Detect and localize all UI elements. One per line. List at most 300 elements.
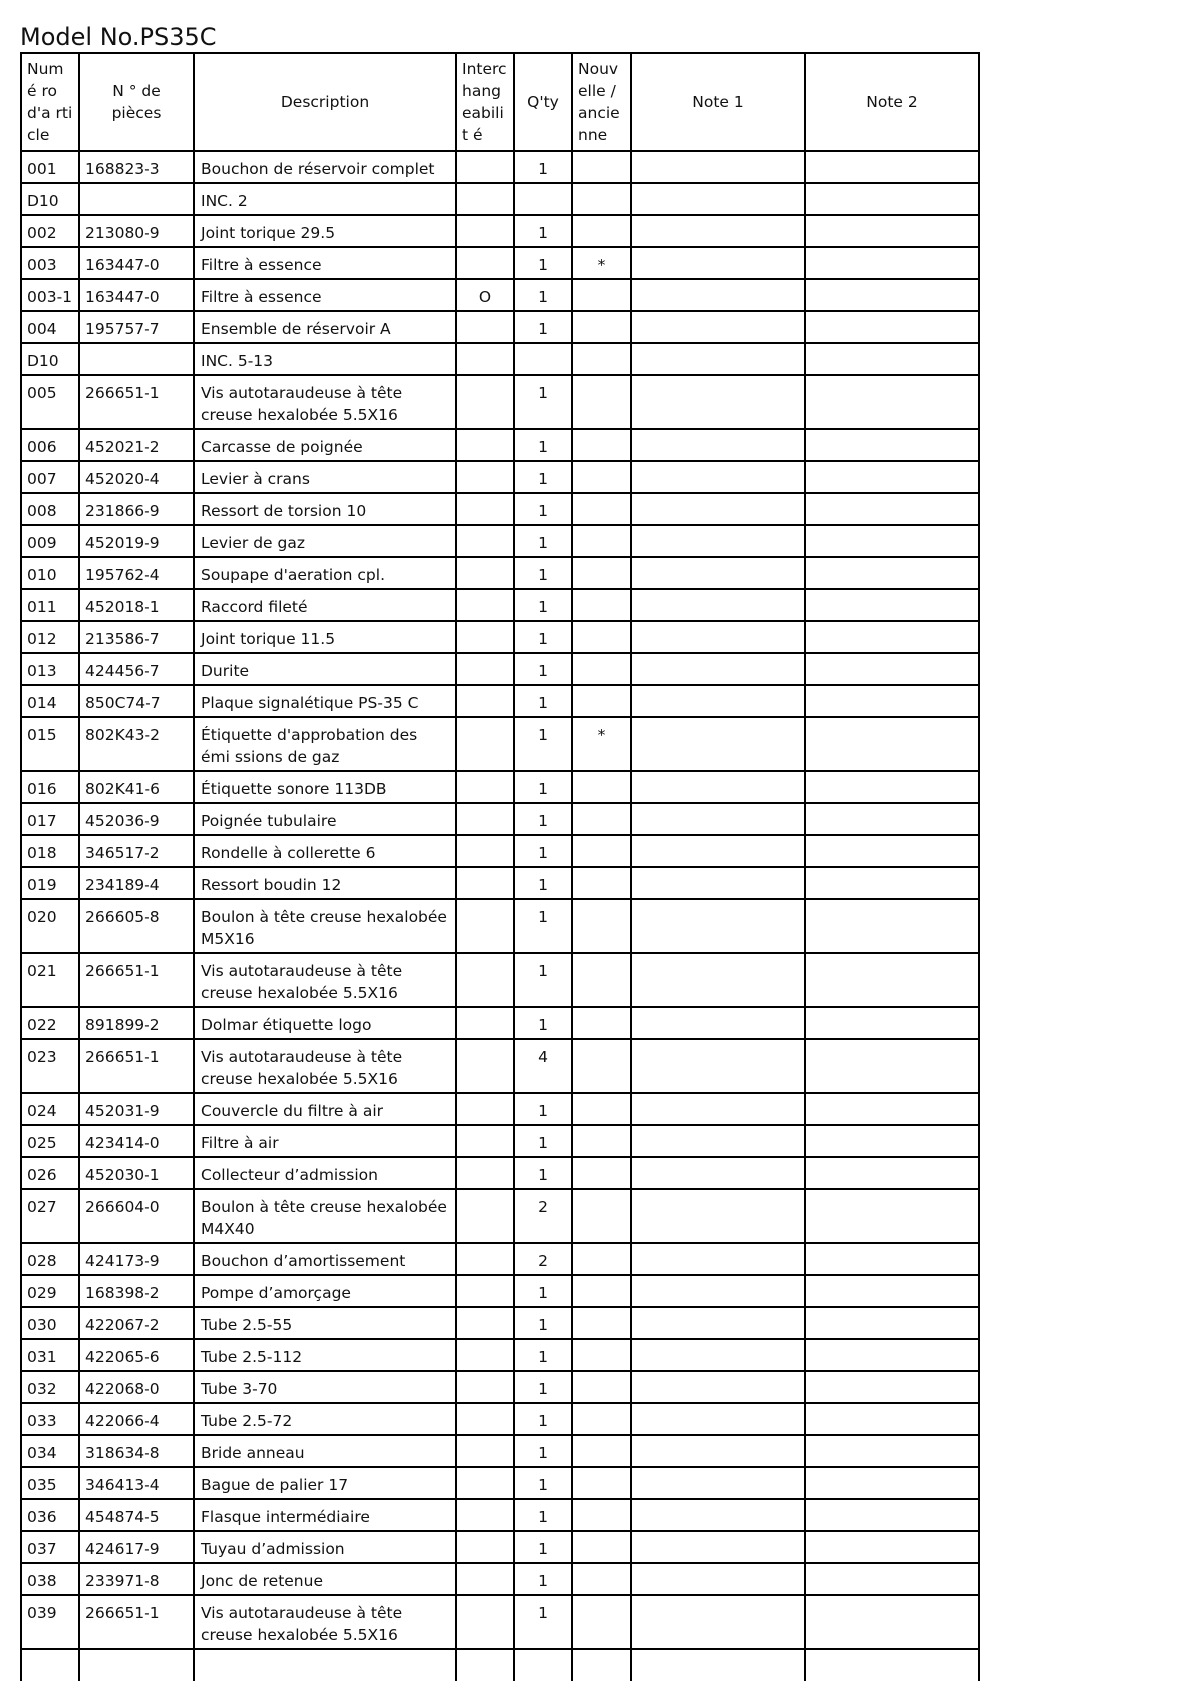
cell-new-old [572,1243,631,1275]
cell-note-1 [631,215,805,247]
cell-description: Tube 2.5-55 [194,1307,456,1339]
cell-part-no: 424173-9 [79,1243,194,1275]
cell-interchangeability [456,1435,514,1467]
cell-description: Boulon à tête creuse hexalobée M4X40 [194,1189,456,1243]
cell-note-1 [631,247,805,279]
cell-note-1 [631,279,805,311]
cell-note-2 [805,493,979,525]
cell-empty [21,1649,79,1681]
cell-qty: 1 [514,429,572,461]
cell-part-no: 266651-1 [79,1595,194,1649]
cell-note-2 [805,215,979,247]
cell-note-2 [805,653,979,685]
cell-new-old [572,835,631,867]
cell-new-old [572,1275,631,1307]
cell-note-2 [805,589,979,621]
cell-note-2 [805,343,979,375]
cell-item-no: 023 [21,1039,79,1093]
cell-qty: 1 [514,1371,572,1403]
cell-item-no: 029 [21,1275,79,1307]
cell-empty [631,1649,805,1681]
cell-note-2 [805,1093,979,1125]
table-row [21,653,979,685]
header-row [21,53,979,151]
cell-note-2 [805,1563,979,1595]
cell-interchangeability [456,953,514,1007]
cell-qty: 1 [514,247,572,279]
table-row [21,493,979,525]
cell-qty: 1 [514,557,572,589]
cell-qty [514,183,572,215]
cell-new-old [572,1435,631,1467]
cell-item-no: 035 [21,1467,79,1499]
cell-interchangeability [456,461,514,493]
cell-interchangeability [456,1403,514,1435]
cell-note-1 [631,375,805,429]
cell-part-no: 452018-1 [79,589,194,621]
cell-note-2 [805,899,979,953]
cell-note-2 [805,1275,979,1307]
cell-note-1 [631,493,805,525]
cell-description: Soupape d'aeration cpl. [194,557,456,589]
cell-qty: 1 [514,621,572,653]
cell-item-no: D10 [21,343,79,375]
cell-part-no: 452021-2 [79,429,194,461]
cell-new-old [572,1403,631,1435]
cell-part-no: 266651-1 [79,375,194,429]
cell-part-no: 452020-4 [79,461,194,493]
table-row [21,375,979,429]
cell-new-old [572,375,631,429]
cell-item-no: 036 [21,1499,79,1531]
cell-note-2 [805,803,979,835]
cell-interchangeability [456,1467,514,1499]
cell-note-1 [631,183,805,215]
cell-interchangeability: O [456,279,514,311]
cell-qty [514,343,572,375]
cell-new-old [572,653,631,685]
cell-interchangeability [456,867,514,899]
cell-qty: 1 [514,589,572,621]
cell-note-1 [631,653,805,685]
model-title: Model No.PS35C [20,23,217,51]
cell-qty: 1 [514,771,572,803]
cell-qty: 1 [514,279,572,311]
cell-interchangeability [456,151,514,183]
cell-interchangeability [456,1039,514,1093]
cell-item-no: D10 [21,183,79,215]
cell-part-no: 422068-0 [79,1371,194,1403]
cell-qty: 1 [514,1467,572,1499]
cell-description: Flasque intermédiaire [194,1499,456,1531]
cell-qty: 2 [514,1189,572,1243]
cell-note-1 [631,1189,805,1243]
cell-interchangeability [456,493,514,525]
cell-note-1 [631,685,805,717]
cell-note-1 [631,1467,805,1499]
cell-note-1 [631,311,805,343]
cell-item-no: 032 [21,1371,79,1403]
cell-new-old [572,867,631,899]
cell-new-old [572,1039,631,1093]
cell-note-1 [631,717,805,771]
cell-item-no: 028 [21,1243,79,1275]
header-part-no: N ° de pièces [79,53,194,151]
table-row [21,1307,979,1339]
cell-item-no: 002 [21,215,79,247]
cell-new-old: * [572,717,631,771]
cell-part-no [79,343,194,375]
cell-note-1 [631,589,805,621]
cell-new-old [572,1467,631,1499]
cell-new-old [572,589,631,621]
cell-note-1 [631,1039,805,1093]
table-row [21,685,979,717]
cell-qty: 4 [514,1039,572,1093]
cell-new-old [572,183,631,215]
cell-empty [805,1649,979,1681]
cell-part-no: 168823-3 [79,151,194,183]
cell-description: Ressort boudin 12 [194,867,456,899]
header-note-2: Note 2 [805,53,979,151]
cell-qty: 1 [514,685,572,717]
cell-note-1 [631,1595,805,1649]
table-row [21,621,979,653]
cell-part-no: 422065-6 [79,1339,194,1371]
cell-note-1 [631,1435,805,1467]
cell-qty: 1 [514,1403,572,1435]
cell-description: Raccord fileté [194,589,456,621]
cell-interchangeability [456,1371,514,1403]
parts-table [20,52,980,1681]
cell-part-no: 452036-9 [79,803,194,835]
cell-interchangeability [456,835,514,867]
cell-new-old [572,557,631,589]
cell-qty: 1 [514,1339,572,1371]
table-row [21,1125,979,1157]
cell-note-1 [631,1531,805,1563]
cell-note-1 [631,1307,805,1339]
cell-description: Tuyau d’admission [194,1531,456,1563]
cell-new-old [572,1595,631,1649]
cell-note-2 [805,1435,979,1467]
cell-note-2 [805,375,979,429]
cell-description: INC. 5-13 [194,343,456,375]
cell-qty: 1 [514,1435,572,1467]
cell-qty: 1 [514,653,572,685]
table-row [21,557,979,589]
cell-description: Vis autotaraudeuse à tête creuse hexalobée 5.5X16 [194,953,456,1007]
cell-qty: 1 [514,717,572,771]
cell-description: Durite [194,653,456,685]
cell-description: Bouchon de réservoir complet [194,151,456,183]
header-item-no: Numé ro d'a rticle [21,53,79,151]
cell-qty: 1 [514,375,572,429]
cell-description: Vis autotaraudeuse à tête creuse hexalobée 5.5X16 [194,1039,456,1093]
cell-note-2 [805,717,979,771]
cell-note-1 [631,621,805,653]
cell-note-2 [805,429,979,461]
cell-empty [572,1649,631,1681]
cell-new-old [572,343,631,375]
cell-description: Collecteur d’admission [194,1157,456,1189]
table-row [21,1403,979,1435]
cell-new-old [572,1007,631,1039]
cell-note-2 [805,1007,979,1039]
cell-interchangeability [456,247,514,279]
table-row [21,247,979,279]
cell-note-1 [631,771,805,803]
cell-item-no: 026 [21,1157,79,1189]
cell-note-2 [805,461,979,493]
cell-note-1 [631,461,805,493]
cell-note-1 [631,343,805,375]
cell-part-no: 231866-9 [79,493,194,525]
cell-qty: 1 [514,493,572,525]
table-row [21,1093,979,1125]
cell-item-no: 020 [21,899,79,953]
cell-interchangeability [456,771,514,803]
table-row [21,867,979,899]
cell-new-old [572,151,631,183]
cell-note-2 [805,247,979,279]
cell-item-no: 014 [21,685,79,717]
cell-part-no: 424456-7 [79,653,194,685]
cell-note-2 [805,1403,979,1435]
table-row [21,1499,979,1531]
table-row [21,899,979,953]
table-row [21,1007,979,1039]
cell-description: INC. 2 [194,183,456,215]
cell-part-no: 266651-1 [79,1039,194,1093]
cell-note-1 [631,803,805,835]
cell-new-old [572,1339,631,1371]
cell-note-2 [805,685,979,717]
cell-qty: 1 [514,835,572,867]
cell-item-no: 007 [21,461,79,493]
cell-part-no: 850C74-7 [79,685,194,717]
cell-item-no: 024 [21,1093,79,1125]
cell-note-1 [631,835,805,867]
cell-note-1 [631,1243,805,1275]
cell-qty: 2 [514,1243,572,1275]
cell-item-no: 030 [21,1307,79,1339]
table-row [21,215,979,247]
cell-note-1 [631,899,805,953]
cell-qty: 1 [514,1499,572,1531]
cell-description: Carcasse de poignée [194,429,456,461]
cell-note-1 [631,1403,805,1435]
cell-qty: 1 [514,953,572,1007]
cell-note-1 [631,1371,805,1403]
cell-interchangeability [456,1499,514,1531]
cell-interchangeability [456,429,514,461]
cell-qty: 1 [514,1157,572,1189]
table-row [21,525,979,557]
cell-note-2 [805,621,979,653]
cell-new-old [572,685,631,717]
table-row [21,151,979,183]
cell-qty: 1 [514,525,572,557]
cell-qty: 1 [514,803,572,835]
cell-description: Étiquette d'approbation des émi ssions de gaz [194,717,456,771]
cell-description: Ressort de torsion 10 [194,493,456,525]
cell-new-old [572,1371,631,1403]
table-row [21,1371,979,1403]
cell-part-no: 422066-4 [79,1403,194,1435]
cell-new-old [572,953,631,1007]
cell-note-1 [631,867,805,899]
cell-item-no: 003-1 [21,279,79,311]
cell-interchangeability [456,311,514,343]
cell-description: Bride anneau [194,1435,456,1467]
cell-description: Tube 2.5-112 [194,1339,456,1371]
cell-interchangeability [456,183,514,215]
cell-description: Boulon à tête creuse hexalobée M5X16 [194,899,456,953]
header-qty: Q'ty [514,53,572,151]
cell-qty: 1 [514,215,572,247]
cell-note-1 [631,1007,805,1039]
cell-new-old [572,1093,631,1125]
table-row [21,953,979,1007]
cell-part-no: 318634-8 [79,1435,194,1467]
cell-interchangeability [456,1595,514,1649]
cell-interchangeability [456,803,514,835]
table-row [21,429,979,461]
cell-part-no: 452019-9 [79,525,194,557]
cell-description: Joint torique 11.5 [194,621,456,653]
cell-qty: 1 [514,1275,572,1307]
cell-description: Levier de gaz [194,525,456,557]
table-row [21,589,979,621]
cell-qty: 1 [514,1307,572,1339]
cell-item-no: 039 [21,1595,79,1649]
cell-note-2 [805,867,979,899]
cell-part-no: 213586-7 [79,621,194,653]
cell-part-no: 802K43-2 [79,717,194,771]
cell-part-no: 163447-0 [79,247,194,279]
cell-part-no: 266605-8 [79,899,194,953]
cell-note-2 [805,771,979,803]
cell-part-no: 233971-8 [79,1563,194,1595]
cell-item-no: 037 [21,1531,79,1563]
cell-item-no: 011 [21,589,79,621]
cell-new-old [572,1307,631,1339]
cell-note-1 [631,953,805,1007]
cell-interchangeability [456,1157,514,1189]
cell-new-old: * [572,247,631,279]
table-row [21,1467,979,1499]
table-row [21,1531,979,1563]
table-row [21,1243,979,1275]
cell-description: Pompe d’amorçage [194,1275,456,1307]
cell-interchangeability [456,1243,514,1275]
cell-part-no: 195762-4 [79,557,194,589]
cell-item-no: 034 [21,1435,79,1467]
cell-new-old [572,1563,631,1595]
cell-part-no: 163447-0 [79,279,194,311]
cell-description: Filtre à essence [194,247,456,279]
cell-description: Couvercle du filtre à air [194,1093,456,1125]
cell-new-old [572,279,631,311]
cell-note-2 [805,1243,979,1275]
cell-note-1 [631,1275,805,1307]
cell-item-no: 033 [21,1403,79,1435]
cell-interchangeability [456,1307,514,1339]
cell-interchangeability [456,589,514,621]
cell-description: Dolmar étiquette logo [194,1007,456,1039]
cell-note-1 [631,1093,805,1125]
cell-description: Plaque signalétique PS-35 C [194,685,456,717]
cell-description: Joint torique 29.5 [194,215,456,247]
table-row [21,771,979,803]
table-row [21,1435,979,1467]
cell-description: Bague de palier 17 [194,1467,456,1499]
cell-interchangeability [456,899,514,953]
cell-part-no: 802K41-6 [79,771,194,803]
cell-note-1 [631,1563,805,1595]
cell-qty: 1 [514,899,572,953]
cell-interchangeability [456,525,514,557]
cell-part-no: 424617-9 [79,1531,194,1563]
cell-part-no: 423414-0 [79,1125,194,1157]
cell-item-no: 012 [21,621,79,653]
cell-note-2 [805,525,979,557]
cell-item-no: 004 [21,311,79,343]
cell-item-no: 013 [21,653,79,685]
cell-item-no: 006 [21,429,79,461]
cell-new-old [572,1189,631,1243]
cell-note-2 [805,1595,979,1649]
cell-interchangeability [456,1339,514,1371]
cell-note-2 [805,1339,979,1371]
cell-new-old [572,311,631,343]
cell-interchangeability [456,1275,514,1307]
cell-qty: 1 [514,1563,572,1595]
cell-part-no: 454874-5 [79,1499,194,1531]
cell-part-no: 213080-9 [79,215,194,247]
cell-new-old [572,1125,631,1157]
cell-new-old [572,493,631,525]
cell-interchangeability [456,717,514,771]
cell-qty: 1 [514,311,572,343]
cell-new-old [572,899,631,953]
cell-item-no: 003 [21,247,79,279]
cell-interchangeability [456,215,514,247]
cell-item-no: 021 [21,953,79,1007]
cell-new-old [572,215,631,247]
cell-note-2 [805,1467,979,1499]
cell-item-no: 015 [21,717,79,771]
cell-part-no: 234189-4 [79,867,194,899]
cell-note-2 [805,151,979,183]
cell-note-2 [805,1307,979,1339]
cell-empty [456,1649,514,1681]
cell-part-no: 891899-2 [79,1007,194,1039]
table-row [21,717,979,771]
cell-part-no: 452031-9 [79,1093,194,1125]
cell-description: Tube 3-70 [194,1371,456,1403]
cell-interchangeability [456,1531,514,1563]
table-row [21,183,979,215]
cell-interchangeability [456,1125,514,1157]
cell-note-2 [805,1499,979,1531]
cell-new-old [572,771,631,803]
cell-description: Vis autotaraudeuse à tête creuse hexalobée 5.5X16 [194,1595,456,1649]
cell-item-no: 038 [21,1563,79,1595]
cell-note-1 [631,557,805,589]
cell-note-2 [805,557,979,589]
